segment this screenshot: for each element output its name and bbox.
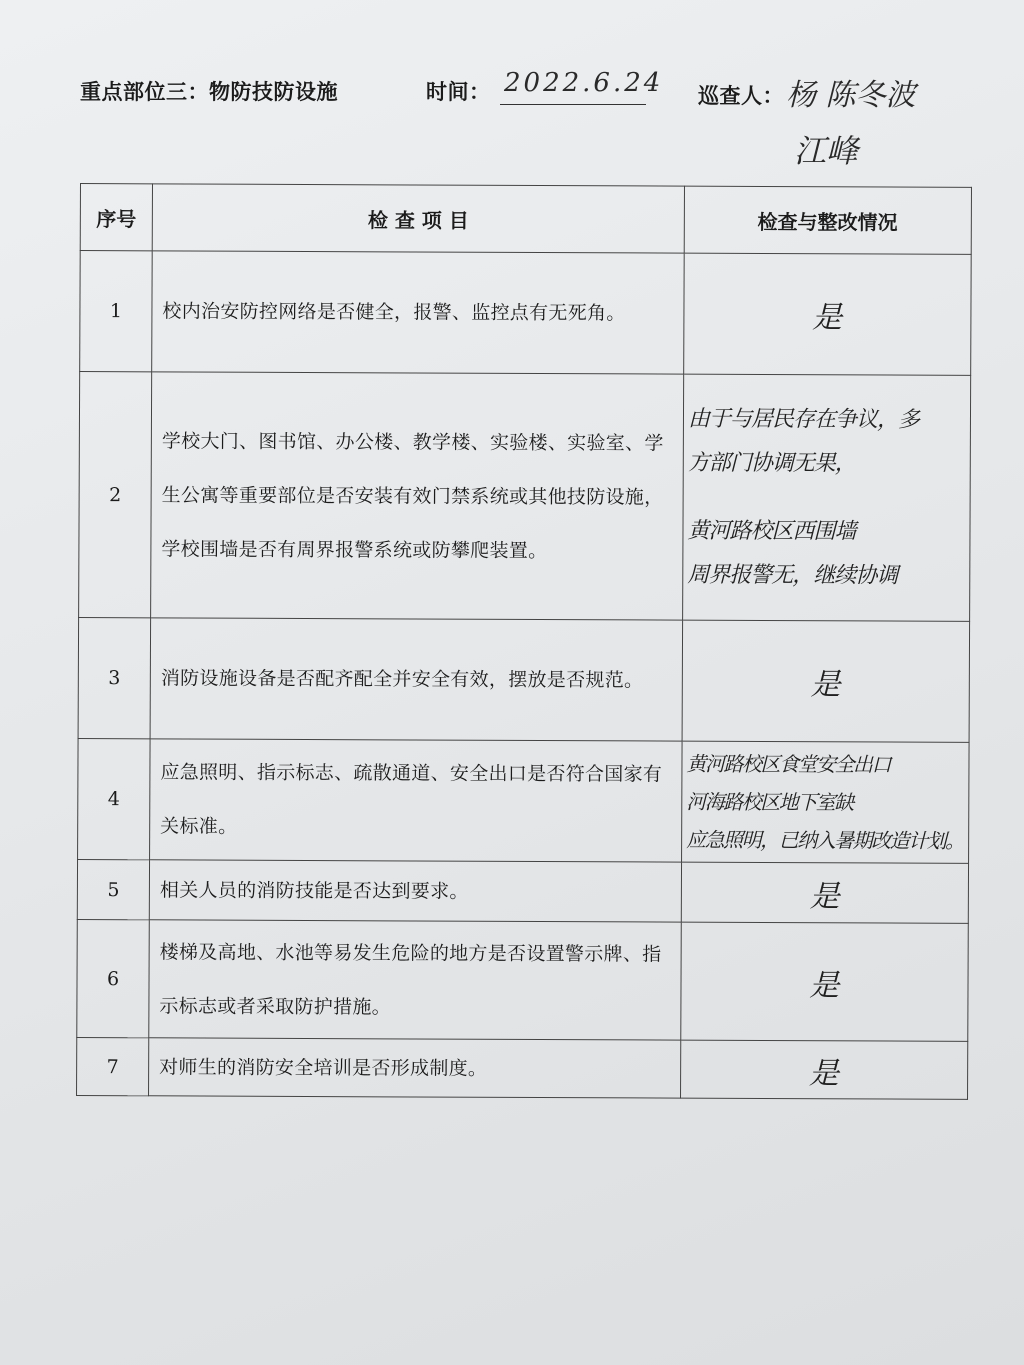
inspection-table: [76, 183, 971, 1100]
table-row: [77, 919, 968, 1041]
row-result-note: [683, 374, 971, 621]
header-item: 检 查 项 目: [152, 184, 684, 253]
row-index: 4: [78, 738, 151, 859]
row-index: 3: [78, 617, 151, 738]
row-item: 消防设施设备是否配齐配全并安全有效，摆放是否规范。: [150, 618, 683, 741]
note-line: 河海路校区地下室缺: [686, 789, 853, 815]
note-line: 由于与居民存在争议，多: [687, 406, 920, 433]
table-row: [80, 251, 971, 376]
row-item: 学校大门、图书馆、办公楼、教学楼、实验楼、实验室、学生公寓等重要部位是否安装有效门禁系统或其他技防设施，学校围墙是否有周界报警系统或防攀爬装置。: [151, 372, 684, 620]
table-row: [77, 1037, 968, 1099]
table-header-row: [80, 184, 971, 255]
row-index: 6: [77, 919, 150, 1037]
note-line: 方部门协调无果，: [687, 450, 856, 476]
row-result: 是: [681, 862, 968, 923]
inspector-label: 巡查人：: [698, 84, 784, 108]
row-index: 5: [77, 859, 149, 919]
row-item: 楼梯及高地、水池等易发生危险的地方是否设置警示牌、指示标志或者采取防护措施。: [149, 920, 682, 1040]
time-underline: [500, 104, 646, 105]
row-result-note: [682, 741, 969, 863]
row-item: 应急照明、指示标志、疏散通道、安全出口是否符合国家有关标准。: [150, 739, 683, 862]
header-index: 序号: [80, 184, 152, 251]
row-result: 是: [681, 1040, 968, 1099]
time-label: 时间：: [426, 80, 491, 104]
note-line: 周界报警无，继续协调: [687, 562, 898, 589]
row-item: 对师生的消防安全培训是否形成制度。: [149, 1038, 681, 1098]
row-index: 2: [79, 372, 152, 618]
row-result: 是: [684, 253, 971, 375]
row-item: 校内治安防控网络是否健全，报警、监控点有无死角。: [152, 251, 685, 374]
row-item: 相关人员的消防技能是否达到要求。: [149, 860, 681, 922]
note-spacer: [688, 485, 966, 510]
table-row: [79, 372, 971, 622]
note-line: 应急照明，已纳入暑期改造计划。: [686, 827, 964, 853]
section-label: 重点部位三：物防技防设施: [80, 80, 338, 104]
inspector-names-line2: 江峰: [794, 132, 859, 170]
inspector-names-line1: 杨 陈冬波: [786, 78, 916, 113]
row-result: 是: [682, 620, 969, 742]
time-value: 2022.6.24: [504, 68, 664, 98]
row-index: 7: [77, 1037, 149, 1095]
row-index: 1: [80, 251, 153, 372]
note-line: 黄河路校区食堂安全出口: [686, 751, 891, 777]
row-result: 是: [681, 922, 968, 1041]
table-row: [78, 738, 969, 863]
header-result: 检查与整改情况: [684, 186, 971, 254]
table-row: [78, 617, 969, 742]
sheet-header: [80, 68, 980, 198]
note-line: 黄河路校区西围墙: [687, 518, 856, 544]
table-row: [77, 859, 968, 923]
